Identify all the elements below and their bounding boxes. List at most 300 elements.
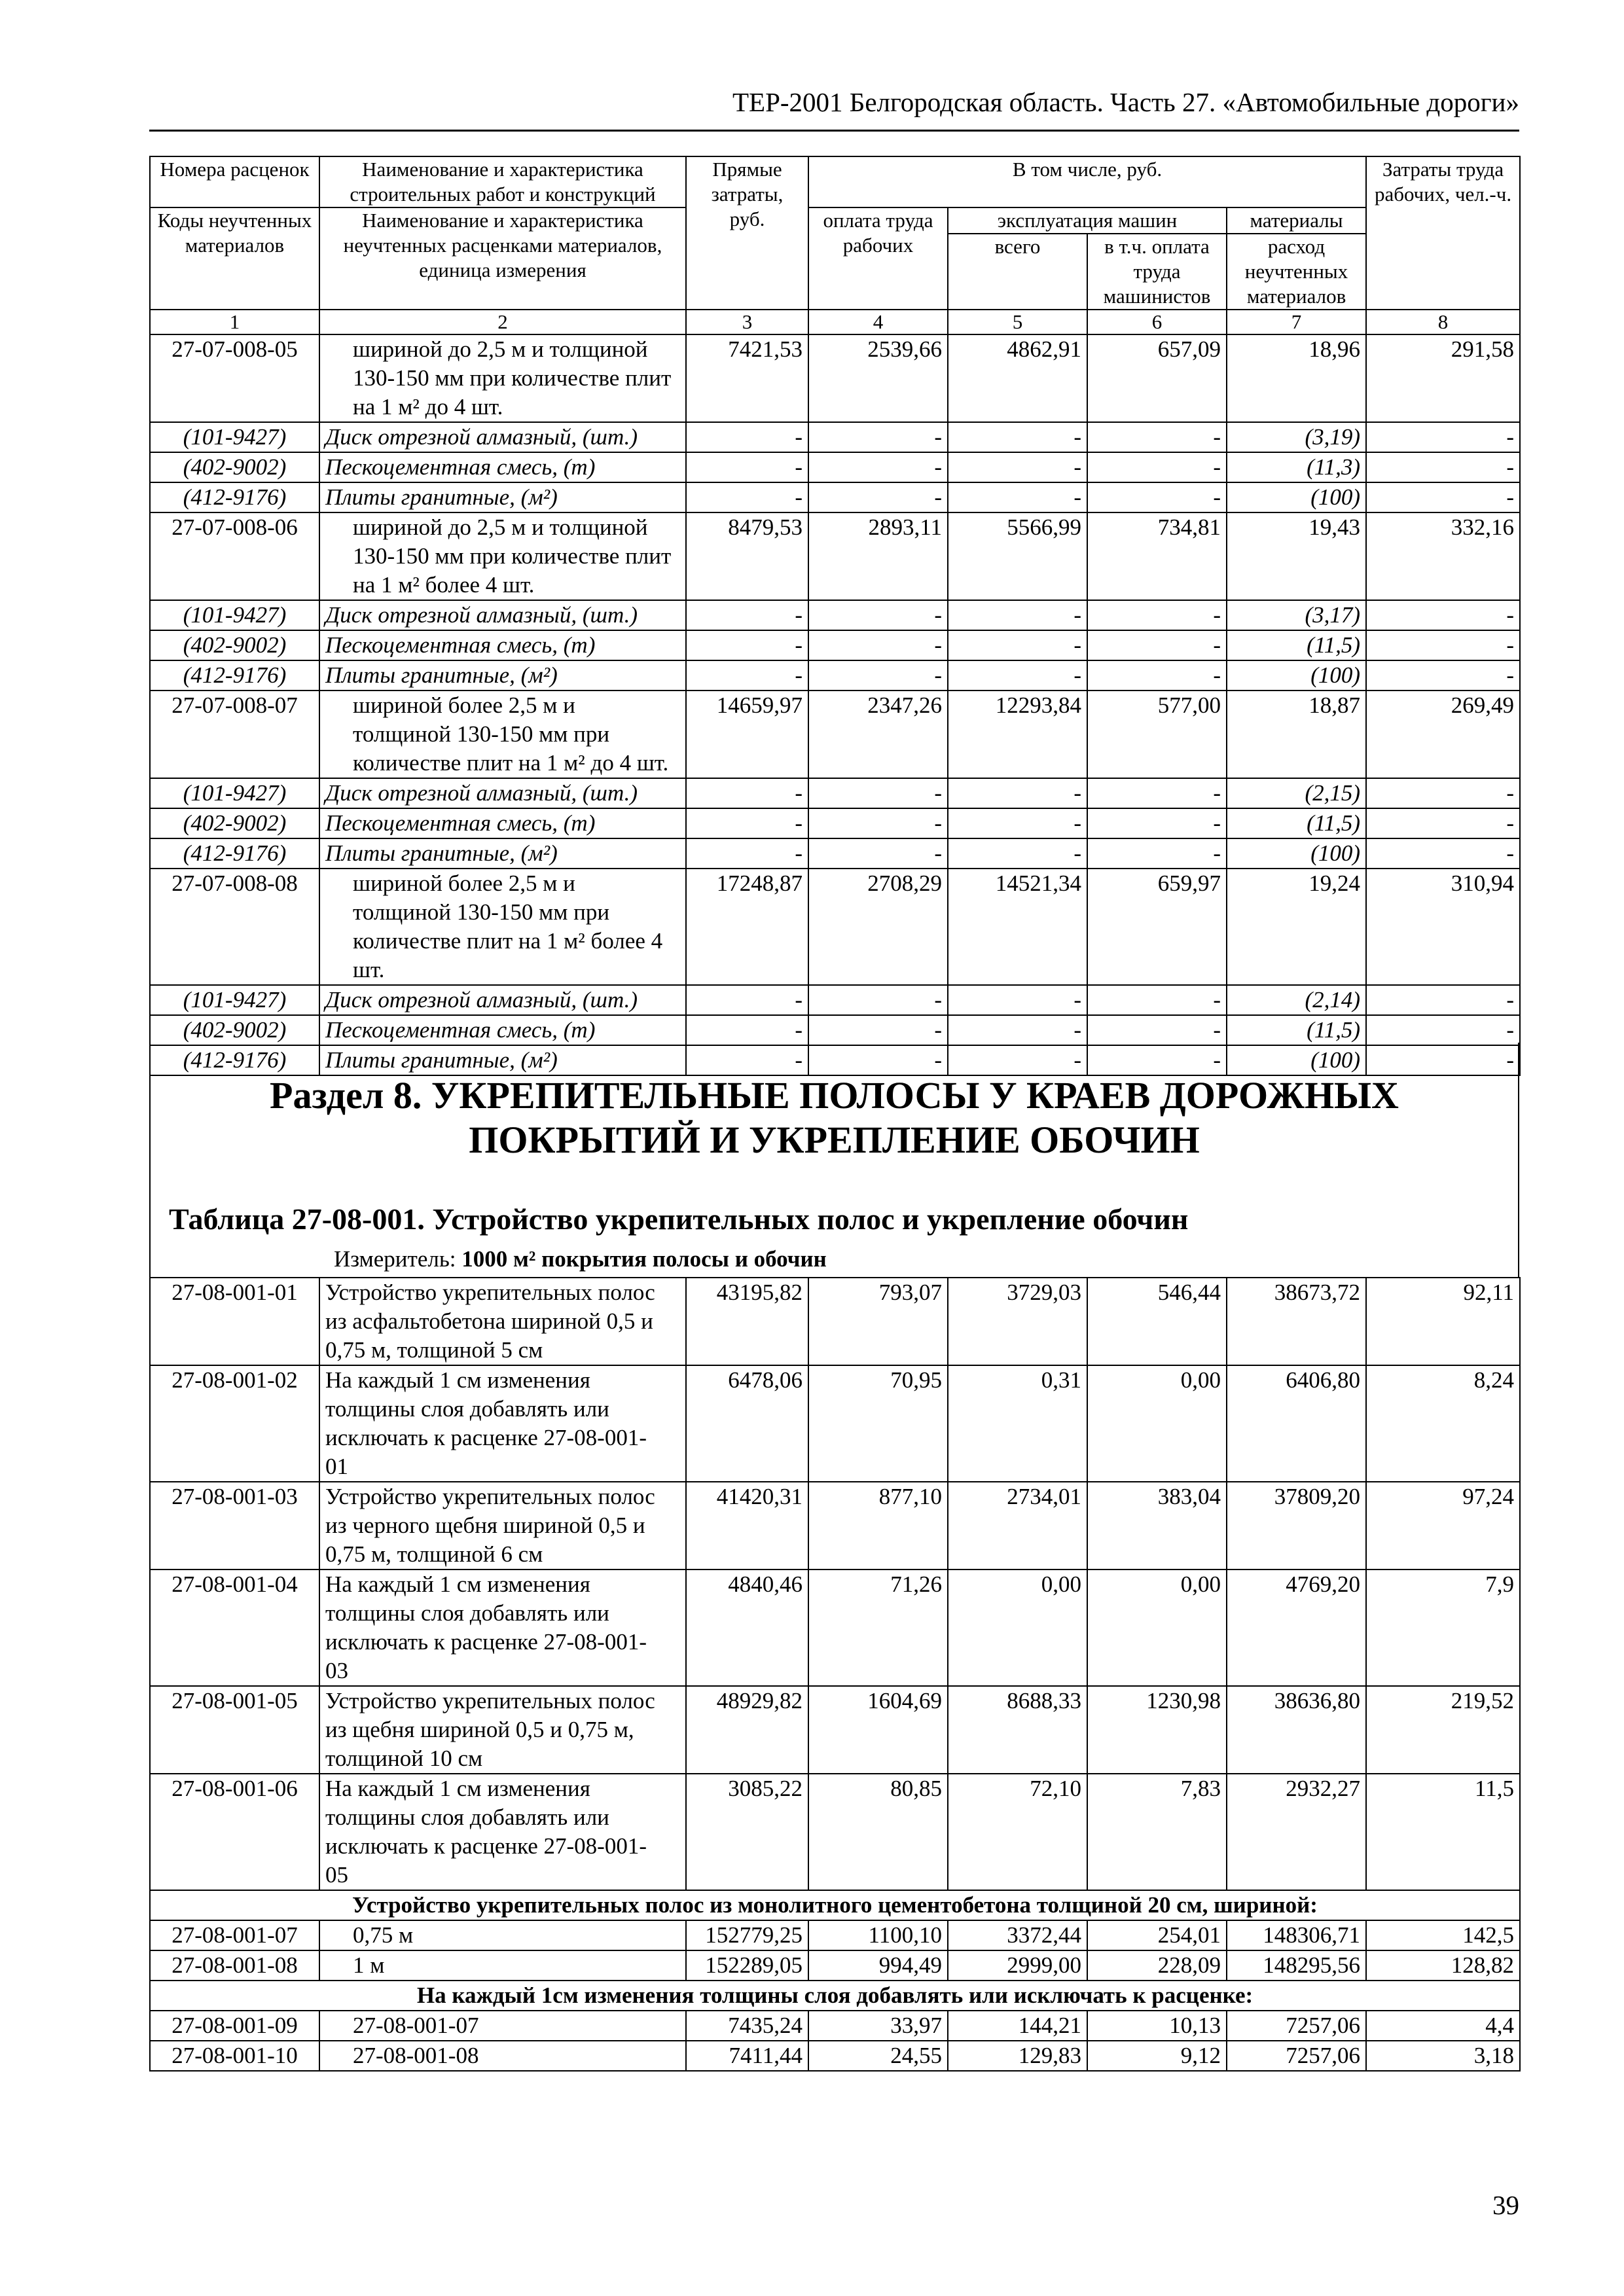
value-cell: 128,82 bbox=[1366, 1950, 1520, 1981]
dash-cell: - bbox=[808, 778, 948, 808]
value-cell: 291,58 bbox=[1366, 334, 1520, 422]
value-cell: 43195,82 bbox=[686, 1278, 808, 1365]
measure-unit bbox=[334, 1246, 827, 1272]
rate-name bbox=[319, 512, 686, 600]
rate-code: 27-08-001-03 bbox=[150, 1482, 319, 1570]
material-code: (412-9176) bbox=[150, 838, 319, 869]
value-cell: 7257,06 bbox=[1227, 2041, 1366, 2071]
value-cell: 14659,97 bbox=[686, 691, 808, 778]
subheading-row bbox=[150, 1890, 1520, 1920]
header-divider bbox=[149, 130, 1519, 132]
col-number: 1 bbox=[150, 310, 319, 334]
value-cell: 7,9 bbox=[1366, 1570, 1520, 1686]
material-name: Диск отрезной алмазный, (шт.) bbox=[319, 778, 686, 808]
dash-cell: - bbox=[808, 660, 948, 691]
column-number-row bbox=[150, 310, 1520, 334]
value-cell: 6406,80 bbox=[1227, 1365, 1366, 1482]
subheading-row bbox=[150, 1981, 1520, 2011]
value-cell: 2932,27 bbox=[1227, 1774, 1366, 1890]
col-header-direct-costs: Прямые затраты, руб. bbox=[686, 156, 808, 310]
material-code: (402-9002) bbox=[150, 808, 319, 838]
dash-cell: - bbox=[948, 838, 1087, 869]
material-row bbox=[150, 630, 1520, 660]
value-cell: 7435,24 bbox=[686, 2011, 808, 2041]
dash-cell: - bbox=[808, 422, 948, 452]
dash-cell: - bbox=[1087, 452, 1227, 482]
name-line: из черного щебня шириной 0,5 и bbox=[325, 1513, 645, 1538]
value-cell: 142,5 bbox=[1366, 1920, 1520, 1950]
col-header-machine-total: всего bbox=[948, 234, 1087, 310]
value-cell: 38636,80 bbox=[1227, 1686, 1366, 1774]
rates-table-lower bbox=[149, 1277, 1521, 2072]
col-number: 7 bbox=[1227, 310, 1366, 334]
rate-row bbox=[150, 1278, 1520, 1365]
value-cell: 657,09 bbox=[1087, 334, 1227, 422]
dash-cell: - bbox=[1366, 985, 1520, 1015]
rate-code: 27-08-001-08 bbox=[150, 1950, 319, 1981]
value-cell: 7257,06 bbox=[1227, 2011, 1366, 2041]
material-code: (402-9002) bbox=[150, 1015, 319, 1045]
name-line: 05 bbox=[325, 1862, 348, 1888]
value-cell: 0,31 bbox=[948, 1365, 1087, 1482]
material-qty: (3,19) bbox=[1227, 422, 1366, 452]
rate-code: 27-07-008-07 bbox=[150, 691, 319, 778]
rate-name bbox=[319, 691, 686, 778]
col-header-name: Наименование и характеристика строительных работ и конструкций bbox=[319, 156, 686, 207]
value-cell: 7,83 bbox=[1087, 1774, 1227, 1890]
name-line: толщиной 130-150 мм при bbox=[353, 721, 610, 747]
material-name: Диск отрезной алмазный, (шт.) bbox=[319, 422, 686, 452]
material-qty: (11,5) bbox=[1227, 808, 1366, 838]
rate-code: 27-08-001-04 bbox=[150, 1570, 319, 1686]
dash-cell: - bbox=[1366, 630, 1520, 660]
value-cell: 577,00 bbox=[1087, 691, 1227, 778]
rate-code: 27-07-008-05 bbox=[150, 334, 319, 422]
dash-cell: - bbox=[1087, 838, 1227, 869]
rate-row bbox=[150, 1950, 1520, 1981]
value-cell: 72,10 bbox=[948, 1774, 1087, 1890]
value-cell: 2347,26 bbox=[808, 691, 948, 778]
dash-cell: - bbox=[1366, 482, 1520, 512]
material-qty: (2,15) bbox=[1227, 778, 1366, 808]
value-cell: 2539,66 bbox=[808, 334, 948, 422]
col-header-labor-pay: оплата труда рабочих bbox=[808, 207, 948, 310]
rate-code: 27-07-008-08 bbox=[150, 869, 319, 985]
value-cell: 71,26 bbox=[808, 1570, 948, 1686]
material-code: (412-9176) bbox=[150, 482, 319, 512]
dash-cell: - bbox=[948, 778, 1087, 808]
rate-code: 27-08-001-10 bbox=[150, 2041, 319, 2071]
dash-cell: - bbox=[686, 660, 808, 691]
rate-row bbox=[150, 1482, 1520, 1570]
dash-cell: - bbox=[948, 482, 1087, 512]
dash-cell: - bbox=[1087, 1015, 1227, 1045]
dash-cell: - bbox=[1366, 422, 1520, 452]
rate-row bbox=[150, 512, 1520, 600]
material-name: Пескоцементная смесь, (т) bbox=[319, 808, 686, 838]
col-header-labor-hours: Затраты труда рабочих, чел.-ч. bbox=[1366, 156, 1520, 310]
section-title-line-2: ПОКРЫТИЙ И УКРЕПЛЕНИЕ ОБОЧИН bbox=[469, 1119, 1200, 1161]
dash-cell: - bbox=[686, 600, 808, 630]
col-number: 3 bbox=[686, 310, 808, 334]
rate-row bbox=[150, 691, 1520, 778]
dash-cell: - bbox=[1366, 1015, 1520, 1045]
name-line: шириной более 2,5 м и bbox=[353, 692, 575, 718]
value-cell: 659,97 bbox=[1087, 869, 1227, 985]
name-line: толщины слоя добавлять или bbox=[325, 1396, 609, 1422]
material-code: (412-9176) bbox=[150, 1045, 319, 1075]
dash-cell: - bbox=[948, 808, 1087, 838]
col-number: 6 bbox=[1087, 310, 1227, 334]
name-line: шириной до 2,5 м и толщиной bbox=[353, 514, 648, 540]
value-cell: 6478,06 bbox=[686, 1365, 808, 1482]
col-header-machine-ops: эксплуатация машин bbox=[948, 207, 1227, 234]
material-qty: (100) bbox=[1227, 660, 1366, 691]
material-row bbox=[150, 660, 1520, 691]
dash-cell: - bbox=[1366, 808, 1520, 838]
name-line: исключать к расценке 27-08-001- bbox=[325, 1425, 647, 1450]
measure-label: Измеритель: bbox=[334, 1246, 462, 1272]
value-cell: 38673,72 bbox=[1227, 1278, 1366, 1365]
name-line: На каждый 1 см изменения bbox=[325, 1367, 590, 1393]
dash-cell: - bbox=[686, 630, 808, 660]
dash-cell: - bbox=[1366, 660, 1520, 691]
name-line: толщины слоя добавлять или bbox=[325, 1804, 609, 1830]
dash-cell: - bbox=[948, 422, 1087, 452]
dash-cell: - bbox=[686, 1045, 808, 1075]
rate-row bbox=[150, 1774, 1520, 1890]
rate-name: 0,75 м bbox=[319, 1920, 686, 1950]
value-cell: 228,09 bbox=[1087, 1950, 1227, 1981]
value-cell: 37809,20 bbox=[1227, 1482, 1366, 1570]
dash-cell: - bbox=[686, 482, 808, 512]
value-cell: 3372,44 bbox=[948, 1920, 1087, 1950]
dash-cell: - bbox=[686, 808, 808, 838]
material-row bbox=[150, 985, 1520, 1015]
value-cell: 24,55 bbox=[808, 2041, 948, 2071]
value-cell: 2734,01 bbox=[948, 1482, 1087, 1570]
material-code: (101-9427) bbox=[150, 778, 319, 808]
material-row bbox=[150, 838, 1520, 869]
rate-code: 27-08-001-06 bbox=[150, 1774, 319, 1890]
rate-name bbox=[319, 1482, 686, 1570]
value-cell: 48929,82 bbox=[686, 1686, 808, 1774]
value-cell: 92,11 bbox=[1366, 1278, 1520, 1365]
dash-cell: - bbox=[1087, 1045, 1227, 1075]
value-cell: 4840,46 bbox=[686, 1570, 808, 1686]
value-cell: 219,52 bbox=[1366, 1686, 1520, 1774]
value-cell: 33,97 bbox=[808, 2011, 948, 2041]
subheading-text: Устройство укрепительных полос из монолитного цементобетона толщиной 20 см, шириной: bbox=[150, 1890, 1520, 1920]
col-header-operators-pay: в т.ч. оплата труда машинистов bbox=[1087, 234, 1227, 310]
dash-cell: - bbox=[1366, 838, 1520, 869]
dash-cell: - bbox=[808, 1015, 948, 1045]
rate-code: 27-08-001-01 bbox=[150, 1278, 319, 1365]
name-line: количестве плит на 1 м² до 4 шт. bbox=[353, 750, 669, 776]
material-name: Плиты гранитные, (м²) bbox=[319, 660, 686, 691]
rate-name: 1 м bbox=[319, 1950, 686, 1981]
rate-row bbox=[150, 1365, 1520, 1482]
name-line: На каждый 1 см изменения bbox=[325, 1776, 590, 1801]
value-cell: 152779,25 bbox=[686, 1920, 808, 1950]
material-qty: (11,5) bbox=[1227, 1015, 1366, 1045]
value-cell: 5566,99 bbox=[948, 512, 1087, 600]
section-title-line-1: Раздел 8. УКРЕПИТЕЛЬНЫЕ ПОЛОСЫ У КРАЕВ ДОРОЖНЫХ bbox=[270, 1074, 1399, 1117]
dash-cell: - bbox=[948, 1045, 1087, 1075]
name-line: исключать к расценке 27-08-001- bbox=[325, 1629, 647, 1655]
material-name: Пескоцементная смесь, (т) bbox=[319, 630, 686, 660]
material-row bbox=[150, 1015, 1520, 1045]
dash-cell: - bbox=[948, 452, 1087, 482]
value-cell: 310,94 bbox=[1366, 869, 1520, 985]
dash-cell: - bbox=[948, 600, 1087, 630]
dash-cell: - bbox=[808, 1045, 948, 1075]
dash-cell: - bbox=[1087, 778, 1227, 808]
value-cell: 19,43 bbox=[1227, 512, 1366, 600]
rate-code: 27-08-001-05 bbox=[150, 1686, 319, 1774]
dash-cell: - bbox=[1087, 600, 1227, 630]
dash-cell: - bbox=[1366, 452, 1520, 482]
name-line: шт. bbox=[353, 957, 385, 982]
name-line: на 1 м² более 4 шт. bbox=[353, 572, 535, 598]
rate-row bbox=[150, 869, 1520, 985]
dash-cell: - bbox=[948, 630, 1087, 660]
value-cell: 0,00 bbox=[948, 1570, 1087, 1686]
name-line: 03 bbox=[325, 1658, 348, 1683]
rate-code: 27-07-008-06 bbox=[150, 512, 319, 600]
dash-cell: - bbox=[686, 1015, 808, 1045]
name-line: 0,75 м, толщиной 5 см bbox=[325, 1337, 543, 1363]
value-cell: 734,81 bbox=[1087, 512, 1227, 600]
value-cell: 383,04 bbox=[1087, 1482, 1227, 1570]
value-cell: 10,13 bbox=[1087, 2011, 1227, 2041]
name-line: 130-150 мм при количестве плит bbox=[353, 365, 672, 391]
name-line: 01 bbox=[325, 1454, 348, 1479]
rate-row bbox=[150, 334, 1520, 422]
value-cell: 148306,71 bbox=[1227, 1920, 1366, 1950]
dash-cell: - bbox=[686, 452, 808, 482]
value-cell: 17248,87 bbox=[686, 869, 808, 985]
rate-name bbox=[319, 1278, 686, 1365]
material-name: Плиты гранитные, (м²) bbox=[319, 838, 686, 869]
value-cell: 148295,56 bbox=[1227, 1950, 1366, 1981]
dash-cell: - bbox=[808, 985, 948, 1015]
rate-name bbox=[319, 1774, 686, 1890]
value-cell: 11,5 bbox=[1366, 1774, 1520, 1890]
dash-cell: - bbox=[808, 600, 948, 630]
rate-row bbox=[150, 1570, 1520, 1686]
name-line: из асфальтобетона шириной 0,5 и bbox=[325, 1308, 653, 1334]
dash-cell: - bbox=[686, 985, 808, 1015]
material-name: Плиты гранитные, (м²) bbox=[319, 1045, 686, 1075]
material-code: (101-9427) bbox=[150, 600, 319, 630]
name-line: на 1 м² до 4 шт. bbox=[353, 394, 503, 420]
value-cell: 70,95 bbox=[808, 1365, 948, 1482]
value-cell: 14521,34 bbox=[948, 869, 1087, 985]
material-code: (412-9176) bbox=[150, 660, 319, 691]
material-row bbox=[150, 422, 1520, 452]
material-name: Пескоцементная смесь, (т) bbox=[319, 452, 686, 482]
value-cell: 1230,98 bbox=[1087, 1686, 1227, 1774]
name-line: количестве плит на 1 м² более 4 bbox=[353, 928, 663, 954]
rate-name: 27-08-001-07 bbox=[319, 2011, 686, 2041]
rate-code: 27-08-001-02 bbox=[150, 1365, 319, 1482]
name-line: шириной более 2,5 м и bbox=[353, 870, 575, 896]
page-header-title: ТЕР-2001 Белгородская область. Часть 27. «Автомобильные дороги» bbox=[732, 87, 1519, 117]
name-line: исключать к расценке 27-08-001- bbox=[325, 1833, 647, 1859]
col-number: 5 bbox=[948, 310, 1087, 334]
col-number: 2 bbox=[319, 310, 686, 334]
rate-name: 27-08-001-08 bbox=[319, 2041, 686, 2071]
dash-cell: - bbox=[808, 452, 948, 482]
value-cell: 4862,91 bbox=[948, 334, 1087, 422]
material-qty: (2,14) bbox=[1227, 985, 1366, 1015]
page-number: 39 bbox=[1492, 2190, 1519, 2220]
rate-name bbox=[319, 869, 686, 985]
value-cell: 3085,22 bbox=[686, 1774, 808, 1890]
name-line: 0,75 м, толщиной 6 см bbox=[325, 1541, 543, 1567]
rate-code: 27-08-001-07 bbox=[150, 1920, 319, 1950]
material-row bbox=[150, 452, 1520, 482]
value-cell: 7411,44 bbox=[686, 2041, 808, 2071]
value-cell: 18,87 bbox=[1227, 691, 1366, 778]
rate-row bbox=[150, 1920, 1520, 1950]
material-row bbox=[150, 808, 1520, 838]
value-cell: 793,07 bbox=[808, 1278, 948, 1365]
dash-cell: - bbox=[686, 422, 808, 452]
dash-cell: - bbox=[1087, 660, 1227, 691]
name-line: Устройство укрепительных полос bbox=[325, 1688, 655, 1713]
material-name: Пескоцементная смесь, (т) bbox=[319, 1015, 686, 1045]
value-cell: 994,49 bbox=[808, 1950, 948, 1981]
col-header-materials: материалы bbox=[1227, 207, 1366, 234]
name-line: Устройство укрепительных полос bbox=[325, 1280, 655, 1305]
material-qty: (11,5) bbox=[1227, 630, 1366, 660]
value-cell: 144,21 bbox=[948, 2011, 1087, 2041]
rate-row bbox=[150, 1686, 1520, 1774]
value-cell: 3,18 bbox=[1366, 2041, 1520, 2071]
dash-cell: - bbox=[1366, 778, 1520, 808]
table-caption: Таблица 27-08-001. Устройство укрепительных полос и укрепление обочин bbox=[169, 1202, 1189, 1236]
value-cell: 129,83 bbox=[948, 2041, 1087, 2071]
value-cell: 2999,00 bbox=[948, 1950, 1087, 1981]
rate-row bbox=[150, 2011, 1520, 2041]
rate-row bbox=[150, 2041, 1520, 2071]
material-name: Диск отрезной алмазный, (шт.) bbox=[319, 985, 686, 1015]
material-qty: (3,17) bbox=[1227, 600, 1366, 630]
dash-cell: - bbox=[1087, 808, 1227, 838]
value-cell: 3729,03 bbox=[948, 1278, 1087, 1365]
col-header-including: В том числе, руб. bbox=[808, 156, 1366, 207]
value-cell: 19,24 bbox=[1227, 869, 1366, 985]
name-line: толщиной 130-150 мм при bbox=[353, 899, 610, 925]
dash-cell: - bbox=[808, 808, 948, 838]
rate-name bbox=[319, 334, 686, 422]
name-line: из щебня шириной 0,5 и 0,75 м, bbox=[325, 1717, 634, 1742]
value-cell: 9,12 bbox=[1087, 2041, 1227, 2071]
dash-cell: - bbox=[1087, 482, 1227, 512]
col-number: 4 bbox=[808, 310, 948, 334]
material-qty: (100) bbox=[1227, 482, 1366, 512]
name-line: толщины слоя добавлять или bbox=[325, 1600, 609, 1626]
value-cell: 332,16 bbox=[1366, 512, 1520, 600]
dash-cell: - bbox=[1087, 985, 1227, 1015]
material-qty: (100) bbox=[1227, 838, 1366, 869]
value-cell: 0,00 bbox=[1087, 1570, 1227, 1686]
value-cell: 4,4 bbox=[1366, 2011, 1520, 2041]
rate-name bbox=[319, 1570, 686, 1686]
name-line: 130-150 мм при количестве плит bbox=[353, 543, 672, 569]
dash-cell: - bbox=[948, 1015, 1087, 1045]
name-line: Устройство укрепительных полос bbox=[325, 1484, 655, 1509]
value-cell: 8,24 bbox=[1366, 1365, 1520, 1482]
material-code: (402-9002) bbox=[150, 452, 319, 482]
value-cell: 4769,20 bbox=[1227, 1570, 1366, 1686]
dash-cell: - bbox=[1366, 600, 1520, 630]
dash-cell: - bbox=[808, 630, 948, 660]
col-header-material-codes: Коды неучтенных материалов bbox=[150, 207, 319, 310]
value-cell: 41420,31 bbox=[686, 1482, 808, 1570]
material-name: Плиты гранитные, (м²) bbox=[319, 482, 686, 512]
dash-cell: - bbox=[686, 838, 808, 869]
value-cell: 1100,10 bbox=[808, 1920, 948, 1950]
value-cell: 12293,84 bbox=[948, 691, 1087, 778]
value-cell: 269,49 bbox=[1366, 691, 1520, 778]
material-code: (101-9427) bbox=[150, 422, 319, 452]
material-code: (101-9427) bbox=[150, 985, 319, 1015]
value-cell: 97,24 bbox=[1366, 1482, 1520, 1570]
value-cell: 8688,33 bbox=[948, 1686, 1087, 1774]
material-qty: (100) bbox=[1227, 1045, 1366, 1075]
material-row bbox=[150, 600, 1520, 630]
value-cell: 2893,11 bbox=[808, 512, 948, 600]
material-code: (402-9002) bbox=[150, 630, 319, 660]
value-cell: 80,85 bbox=[808, 1774, 948, 1890]
col-number: 8 bbox=[1366, 310, 1520, 334]
name-line: шириной до 2,5 м и толщиной bbox=[353, 336, 648, 362]
section-title bbox=[149, 1073, 1519, 1162]
value-cell: 0,00 bbox=[1087, 1365, 1227, 1482]
value-cell: 7421,53 bbox=[686, 334, 808, 422]
material-qty: (11,3) bbox=[1227, 452, 1366, 482]
dash-cell: - bbox=[808, 482, 948, 512]
dash-cell: - bbox=[808, 838, 948, 869]
material-row bbox=[150, 778, 1520, 808]
dash-cell: - bbox=[948, 660, 1087, 691]
value-cell: 8479,53 bbox=[686, 512, 808, 600]
value-cell: 152289,05 bbox=[686, 1950, 808, 1981]
material-name: Диск отрезной алмазный, (шт.) bbox=[319, 600, 686, 630]
dash-cell: - bbox=[1087, 422, 1227, 452]
material-row bbox=[150, 482, 1520, 512]
value-cell: 877,10 bbox=[808, 1482, 948, 1570]
measure-value: 1000 м² покрытия полосы и обочин bbox=[461, 1246, 827, 1272]
col-header-material-name: Наименование и характеристика неучтенных расценками материалов, единица измерения bbox=[319, 207, 686, 310]
dash-cell: - bbox=[948, 985, 1087, 1015]
dash-cell: - bbox=[1366, 1045, 1520, 1075]
value-cell: 546,44 bbox=[1087, 1278, 1227, 1365]
subheading-text: На каждый 1см изменения толщины слоя добавлять или исключать к расценке: bbox=[150, 1981, 1520, 2011]
rate-name bbox=[319, 1686, 686, 1774]
rate-code: 27-08-001-09 bbox=[150, 2011, 319, 2041]
rates-table-upper bbox=[149, 156, 1521, 1076]
dash-cell: - bbox=[1087, 630, 1227, 660]
value-cell: 18,96 bbox=[1227, 334, 1366, 422]
dash-cell: - bbox=[686, 778, 808, 808]
value-cell: 1604,69 bbox=[808, 1686, 948, 1774]
value-cell: 2708,29 bbox=[808, 869, 948, 985]
col-header-materials-unaccounted: расход неучтенных материалов bbox=[1227, 234, 1366, 310]
